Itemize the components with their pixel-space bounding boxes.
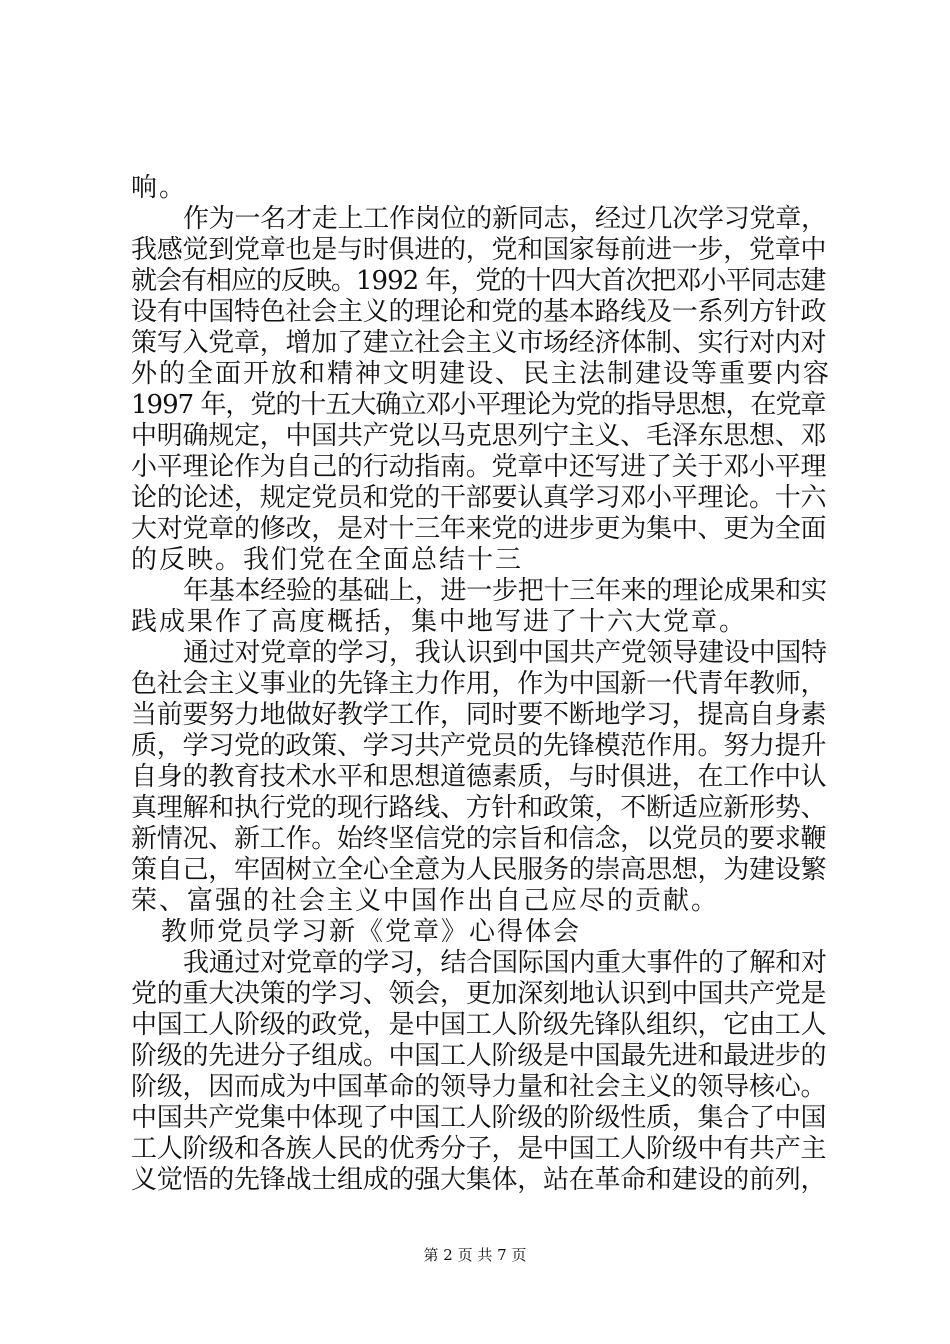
text-line: 策自己，牢固树立全心全意为人民服务的崇高思想，为建设繁 — [131, 855, 827, 885]
text-line: 论的论述，规定党员和党的干部要认真学习邓小平理论。十六 — [131, 483, 827, 513]
text-line: 年基本经验的基础上，进一步把十三年来的理论成果和实 — [183, 576, 827, 606]
text-line: 新情况、新工作。始终坚信党的宗旨和信念，以党员的要求鞭 — [131, 824, 827, 854]
text-line: 通过对党章的学习，我认识到中国共产党领导建设中国特 — [183, 638, 827, 668]
text-line: 党的重大决策的学习、领会，更加深刻地认识到中国共产党是 — [131, 979, 827, 1009]
page-number: 第 2 页 共 7 页 — [423, 1246, 527, 1264]
text-line: 响。 — [131, 173, 188, 203]
text-line: 自身的教育技术水平和思想道德素质，与时俱进，在工作中认 — [131, 762, 827, 792]
text-line: 外的全面开放和精神文明建设、民主法制建设等重要内容 — [131, 359, 832, 389]
text-line: 阶级，因而成为中国革命的领导力量和社会主义的领导核心。 — [131, 1072, 827, 1102]
text-line: 大对党章的修改，是对十三年来党的进步更为集中、更为全面 — [131, 514, 827, 544]
text-line: 色社会主义事业的先锋主力作用，作为中国新一代青年教师， — [131, 669, 827, 699]
text-line: 1997 年，党的十五大确立邓小平理论为党的指导思想，在党章 — [131, 390, 826, 420]
text-line: 阶级的先进分子组成。中国工人阶级是中国最先进和最进步的 — [131, 1041, 827, 1071]
text-line: 就会有相应的反映。1992 年，党的十四大首次把邓小平同志建 — [131, 266, 826, 296]
text-line: 当前要努力地做好教学工作，同时要不断地学习，提高自身素 — [131, 700, 827, 730]
text-line: 质，学习党的政策、学习共产党员的先锋模范作用。努力提升 — [131, 731, 827, 761]
text-line: 我通过对党章的学习，结合国际国内重大事件的了解和对 — [183, 948, 827, 978]
text-line: 设有中国特色社会主义的理论和党的基本路线及一系列方针政 — [131, 297, 827, 327]
text-line: 荣、富强的社会主义中国作出自己应尽的贡献。 — [131, 886, 720, 916]
text-line: 中明确规定，中国共产党以马克思列宁主义、毛泽东思想、邓 — [131, 421, 827, 451]
page-footer — [0, 1245, 950, 1265]
text-line: 中国共产党集中体现了中国工人阶级的阶级性质，集合了中国 — [131, 1103, 827, 1133]
text-line: 小平理论作为自己的行动指南。党章中还写进了关于邓小平理 — [131, 452, 827, 482]
section-heading: 教师党员学习新《党章》心得体会 — [161, 917, 582, 947]
text-line: 的反映。我们党在全面总结十三 — [131, 545, 524, 575]
text-line: 我感觉到党章也是与时俱进的，党和国家每前进一步，党章中 — [131, 235, 827, 265]
text-line: 真理解和执行党的现行路线、方针和政策，不断适应新形势、 — [131, 793, 827, 823]
text-line: 中国工人阶级的政党，是中国工人阶级先锋队组织，它由工人 — [131, 1010, 827, 1040]
text-line: 践成果作了高度概括，集中地写进了十六大党章。 — [131, 607, 748, 637]
text-line: 义觉悟的先锋战士组成的强大集体，站在革命和建设的前列， — [131, 1165, 827, 1195]
text-line: 工人阶级和各族人民的优秀分子，是中国工人阶级中有共产主 — [131, 1134, 827, 1164]
text-line: 作为一名才走上工作岗位的新同志，经过几次学习党章， — [183, 204, 827, 234]
text-line: 策写入党章，增加了建立社会主义市场经济体制、实行对内对 — [131, 328, 827, 358]
